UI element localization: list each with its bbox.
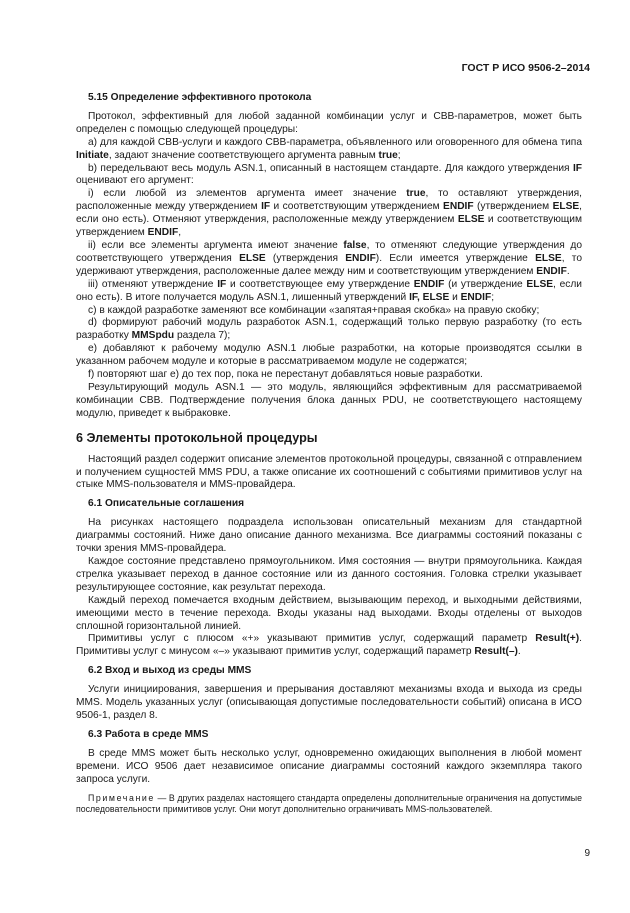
section-6-3-title: 6.3 Работа в среде MMS: [88, 728, 209, 740]
s63-note: Примечание — В других разделах настоящего стандарта определены дополнительные ограничения на допустимые последовательности примитивов услуг. Они могут дополнительно ограничивать MMS-пользователей.: [76, 792, 582, 814]
s61-p1: На рисунках настоящего подраздела использован описательный механизм для стандартной диаграммы состояний. Ниже дано описание данного механизма. Все диаграммы состояний показаны с точки зрения MMS-провайдера.: [76, 517, 582, 555]
s61-p4: Примитивы услуг с плюсом «+» указывают примитив услуг, содержащий параметр Result(+). Примитивы услуг с минусом «–» указывают примитив услуг, содержащий параметр Result(–).: [76, 633, 582, 658]
page-content: [76, 92, 582, 815]
standard-header: ГОСТ Р ИСО 9506-2–2014: [461, 62, 590, 74]
section-6-2-title: 6.2 Вход и выход из среды MMS: [88, 665, 252, 677]
s515-step-b-iii: iii) отменяют утверждение IF и соответствующее ему утверждение ENDIF (и утверждение ELSE, если оно есть). В итоге получается модуль ASN.1, лишенный утверждений IF, ELSE и ENDIF;: [76, 278, 582, 303]
s515-step-d: d) формируют рабочий модуль разработок ASN.1, содержащий только первую разработку (то есть разработку MMSpdu раздела 7);: [76, 317, 582, 342]
s515-step-b-i: i) если любой из элементов аргумента имеет значение true, то оставляют утверждения, расположенные между утверждением IF и соответствующим утверждением ENDIF (утверждением ELSE, если оно есть). Отменяют утверждения, расположенные между утверждением ELSE и соответствующим утверждением ENDIF,: [76, 188, 583, 239]
s515-result: Результирующий модуль ASN.1 — это модуль, являющийся эффективным для рассматриваемой комбинации СВВ. Подтверждение получения блока данных PDU, не соответствующего настоящему модулю, приведет к выбраковке.: [76, 381, 582, 419]
page-number: 9: [584, 848, 590, 859]
s62-p1: Услуги инициирования, завершения и прерывания доставляют механизмы входа и выхода из среды MMS. Модель указанных услуг (описывающая допустимые последовательности событий) описана в ИСО 9506-1, раздел 8.: [76, 684, 582, 721]
s515-step-b-ii: ii) если все элементы аргумента имеют значение false, то отменяют следующие утверждения до соответствующего утверждения ELSE (утверждения ENDIF). Если имеется утверждение ELSE, то удерживают утверждения, расположенные далее между ним и соответствующим утверждением ENDIF.: [76, 239, 582, 277]
s63-p1: В среде MMS может быть несколько услуг, одновременно ожидающих выполнения в любой момент времени. ИСО 9506 дает независимое описание диаграммы состояний каждого экземпляра такого запроса услуги.: [76, 747, 582, 785]
section-5-15-title: 5.15 Определение эффективного протокола: [88, 92, 312, 103]
s515-step-f: f) повторяют шаг e) до тех пор, пока не перестанут добавляться новые разработки.: [88, 369, 483, 381]
s61-p2: Каждое состояние представлено прямоугольником. Имя состояния — внутри прямоугольника. Каждая стрелка указывает переход в данное состояние или из данного состояния. Головка стрелки указывает результирующее состояние, как результат перехода.: [76, 556, 582, 593]
s515-step-b: b) передельвают весь модуль ASN.1, описанный в настоящем стандарте. Для каждого утверждения IF оценивают его аргумент:: [76, 162, 582, 187]
s515-step-c: c) в каждой разработке заменяют все комбинации «запятая+правая скобка» на правую скобку;: [88, 304, 540, 316]
s515-intro: Протокол, эффективный для любой заданной комбинации услуг и СВВ-параметров, может быть определен с помощью следующей процедуры:: [76, 110, 582, 135]
s515-step-a: а) для каждой СВВ-услуги и каждого СВВ-параметра, объявленного или оговоренного для обмена типа Initiate, задают значение соответствующего аргумента равным true;: [76, 136, 582, 161]
section-6-title: 6 Элементы протокольной процедуры: [76, 430, 318, 445]
note-label: Примечание: [88, 792, 155, 803]
s61-p3: Каждый переход помечается входным действием, вызывающим переход, и выходными действиями, имеющими место в течение перехода. Входы указаны над выходами. Входы отделены от выходов сплошной горизонтальной линией.: [76, 594, 582, 632]
section-6-1-title: 6.1 Описательные соглашения: [88, 498, 245, 510]
s6-intro: Настоящий раздел содержит описание элементов протокольной процедуры, связанной с отправлением и получением сущностей MMS PDU, а также описание их соотношений с событиями примитивов услуг на стыке MMS-пользователя и MMS-провайдера.: [76, 453, 582, 491]
s515-step-e: e) добавляют к рабочему модулю ASN.1 любые разработки, на которые производятся ссылки в указанном рабочем модуле и которые в рассматриваемом модуле не содержатся;: [76, 343, 582, 368]
